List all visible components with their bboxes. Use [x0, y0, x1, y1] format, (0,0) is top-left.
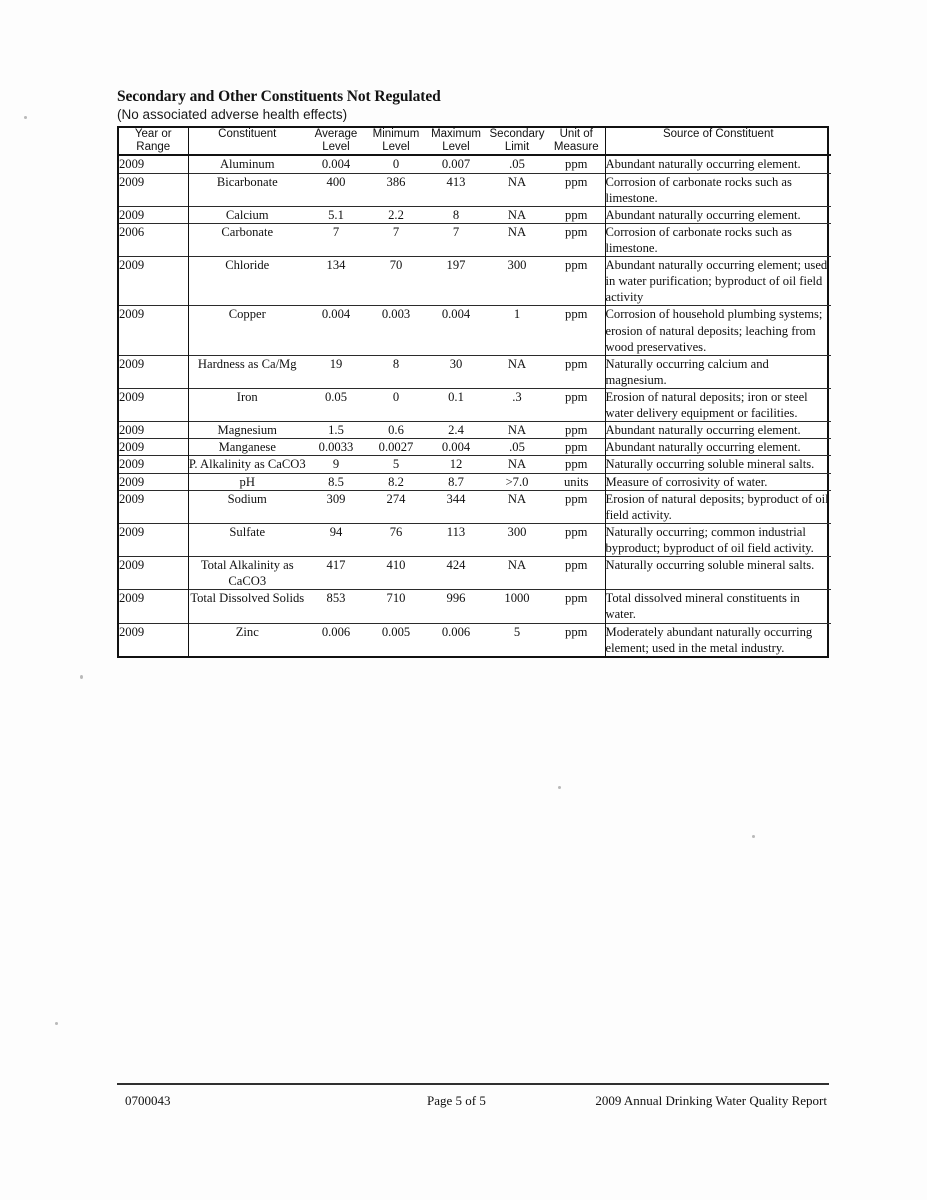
cell-unit-of-measure: units [564, 474, 589, 489]
cell-year: 2009 [119, 155, 188, 173]
cell-average-level: 9 [332, 457, 340, 472]
cell-year: 2009 [119, 557, 188, 590]
column-header-year-line1: Year or [134, 128, 172, 140]
cell-year: 2009 [119, 456, 188, 473]
cell-minimum-level: 274 [386, 491, 406, 506]
cell-minimum-level: 0 [392, 389, 400, 404]
table-row [119, 523, 831, 556]
column-header-minimum-line1: Minimum [372, 128, 420, 140]
column-header-average-line1: Average [314, 128, 358, 140]
cell-secondary-limit: NA [507, 491, 527, 506]
cell-maximum-level: 0.1 [448, 389, 464, 404]
table-row [119, 590, 831, 623]
cell-secondary-limit: NA [507, 558, 527, 573]
cell-source: Abundant naturally occurring element. [605, 206, 831, 223]
cell-secondary-limit: >7.0 [505, 474, 529, 489]
column-header-constituent [188, 128, 306, 155]
cell-constituent: Calcium [225, 207, 269, 222]
table-row [119, 422, 831, 439]
cell-constituent: Sulfate [229, 524, 266, 539]
cell-constituent: Carbonate [221, 224, 274, 239]
cell-minimum-level: 410 [386, 558, 406, 573]
cell-minimum-level: 386 [386, 174, 406, 189]
cell-constituent: P. Alkalinity as CaCO3 [188, 457, 306, 472]
cell-minimum-level: 76 [389, 524, 403, 539]
column-header-unit-line2: Measure [553, 141, 599, 154]
cell-minimum-level: 710 [386, 591, 406, 606]
cell-constituent: Bicarbonate [216, 174, 278, 189]
cell-year: 2009 [119, 355, 188, 388]
cell-maximum-level: 0.004 [441, 440, 471, 455]
column-header-unit-line1: Unit of [559, 128, 593, 140]
column-header-source-line1: Source of Constituent [662, 128, 774, 140]
page-subtitle: (No associated adverse health effects) [117, 106, 348, 122]
cell-year: 2009 [119, 173, 188, 206]
cell-secondary-limit: 1000 [504, 591, 530, 606]
cell-source: Abundant naturally occurring element. [605, 155, 831, 173]
cell-maximum-level: 996 [446, 591, 466, 606]
cell-minimum-level: 70 [389, 258, 403, 273]
cell-secondary-limit: NA [507, 174, 527, 189]
scan-artifact [80, 675, 83, 679]
cell-source: Erosion of natural deposits; iron or steel water delivery equipment or facilities. [605, 388, 831, 421]
cell-unit-of-measure: ppm [565, 457, 588, 472]
column-header-year-line2: Range [136, 141, 171, 154]
constituents-table-container [117, 126, 829, 658]
cell-year: 2009 [119, 306, 188, 355]
document-heading [117, 88, 837, 123]
cell-source: Erosion of natural deposits; byproduct of oil field activity. [605, 490, 831, 523]
cell-minimum-level: 5 [392, 457, 400, 472]
cell-constituent: Total Dissolved Solids [190, 591, 305, 606]
cell-average-level: 417 [326, 558, 346, 573]
cell-constituent: Hardness as Ca/Mg [197, 356, 297, 371]
table-body [119, 155, 831, 655]
cell-source: Naturally occurring soluble mineral salts. [605, 557, 831, 590]
cell-source: Corrosion of carbonate rocks such as limestone. [605, 223, 831, 256]
cell-year: 2009 [119, 439, 188, 456]
cell-unit-of-measure: ppm [565, 440, 588, 455]
cell-average-level: 0.004 [321, 157, 351, 172]
table-row [119, 473, 831, 490]
column-header-minimum-level [366, 128, 426, 155]
cell-unit-of-measure: ppm [565, 157, 588, 172]
cell-unit-of-measure: ppm [565, 591, 588, 606]
cell-average-level: 0.0033 [318, 440, 354, 455]
column-header-unit-of-measure [548, 128, 605, 155]
cell-year: 2009 [119, 523, 188, 556]
cell-unit-of-measure: ppm [565, 356, 588, 371]
cell-secondary-limit: 1 [513, 307, 521, 322]
cell-source: Abundant naturally occurring element. [605, 439, 831, 456]
table-row [119, 155, 831, 173]
cell-unit-of-measure: ppm [565, 174, 588, 189]
column-header-maximum-level [426, 128, 486, 155]
cell-constituent: Manganese [218, 440, 276, 455]
cell-maximum-level: 0.007 [441, 157, 471, 172]
cell-average-level: 5.1 [328, 207, 344, 222]
cell-unit-of-measure: ppm [565, 491, 588, 506]
table-header [119, 128, 831, 155]
column-header-constituent-line1: Constituent [218, 128, 277, 140]
cell-constituent: Zinc [235, 624, 259, 639]
cell-secondary-limit: NA [507, 224, 527, 239]
cell-maximum-level: 413 [446, 174, 466, 189]
cell-secondary-limit: .05 [509, 157, 525, 172]
cell-maximum-level: 424 [446, 558, 466, 573]
cell-source: Moderately abundant naturally occurring element; used in the metal industry. [605, 623, 831, 656]
cell-unit-of-measure: ppm [565, 207, 588, 222]
cell-secondary-limit: 5 [513, 624, 521, 639]
footer-document-number: 0700043 [125, 1093, 171, 1108]
cell-unit-of-measure: ppm [565, 389, 588, 404]
cell-constituent: Chloride [225, 258, 270, 273]
table-row [119, 257, 831, 306]
scan-artifact [55, 1022, 58, 1025]
cell-source: Corrosion of household plumbing systems; erosion of natural deposits; leaching from wood preservatives. [605, 306, 831, 355]
table-row [119, 206, 831, 223]
column-header-secondary-line1: Secondary [489, 128, 545, 140]
cell-year: 2006 [119, 223, 188, 256]
cell-minimum-level: 8 [392, 356, 400, 371]
cell-year: 2009 [119, 473, 188, 490]
cell-maximum-level: 0.006 [441, 624, 471, 639]
cell-maximum-level: 197 [446, 258, 466, 273]
column-header-average-level [306, 128, 366, 155]
cell-minimum-level: 0.0027 [378, 440, 414, 455]
cell-average-level: 1.5 [328, 423, 344, 438]
cell-average-level: 94 [329, 524, 343, 539]
cell-constituent: Sodium [227, 491, 267, 506]
cell-minimum-level: 7 [392, 224, 400, 239]
cell-year: 2009 [119, 257, 188, 306]
footer-page-number: Page 5 of 5 [427, 1093, 486, 1108]
constituents-table [119, 128, 831, 656]
cell-average-level: 0.004 [321, 307, 351, 322]
cell-unit-of-measure: ppm [565, 307, 588, 322]
cell-average-level: 8.5 [328, 474, 344, 489]
cell-source: Abundant naturally occurring element. [605, 422, 831, 439]
table-header-row [119, 128, 831, 155]
cell-year: 2009 [119, 490, 188, 523]
table-row [119, 456, 831, 473]
cell-constituent: pH [239, 474, 255, 489]
cell-minimum-level: 0.6 [388, 423, 404, 438]
cell-year: 2009 [119, 623, 188, 656]
cell-source: Total dissolved mineral constituents in water. [605, 590, 831, 623]
cell-average-level: 19 [329, 356, 343, 371]
cell-source: Naturally occurring calcium and magnesium. [605, 355, 831, 388]
cell-unit-of-measure: ppm [565, 258, 588, 273]
cell-average-level: 134 [326, 258, 346, 273]
cell-maximum-level: 12 [449, 457, 463, 472]
scan-artifact [24, 116, 27, 119]
cell-secondary-limit: 300 [507, 524, 527, 539]
cell-unit-of-measure: ppm [565, 524, 588, 539]
footer-report-title: 2009 Annual Drinking Water Quality Report [595, 1093, 827, 1108]
cell-year: 2009 [119, 422, 188, 439]
table-row [119, 439, 831, 456]
cell-constituent: Iron [236, 389, 258, 404]
column-header-average-line2: Level [322, 141, 350, 154]
cell-secondary-limit: NA [507, 423, 527, 438]
cell-source: Abundant naturally occurring element; used in water purification; byproduct of oil field activity [605, 257, 831, 306]
cell-average-level: 309 [326, 491, 346, 506]
cell-secondary-limit: NA [507, 457, 527, 472]
cell-secondary-limit: .05 [509, 440, 525, 455]
table-row [119, 355, 831, 388]
page-footer [117, 1090, 829, 1112]
cell-secondary-limit: .3 [512, 389, 522, 404]
table-row [119, 388, 831, 421]
cell-unit-of-measure: ppm [565, 224, 588, 239]
cell-secondary-limit: NA [507, 207, 527, 222]
footer-divider [117, 1083, 829, 1085]
column-header-maximum-line1: Maximum [431, 128, 481, 140]
table-row [119, 557, 831, 590]
cell-secondary-limit: NA [507, 356, 527, 371]
cell-year: 2009 [119, 388, 188, 421]
column-header-maximum-line2: Level [442, 141, 470, 154]
cell-average-level: 853 [326, 591, 346, 606]
scan-artifact [752, 835, 755, 838]
cell-minimum-level: 8.2 [388, 474, 404, 489]
cell-source: Corrosion of carbonate rocks such as limestone. [605, 173, 831, 206]
column-header-year [119, 128, 188, 155]
cell-secondary-limit: 300 [507, 258, 527, 273]
table-row [119, 173, 831, 206]
table-row [119, 490, 831, 523]
cell-maximum-level: 0.004 [441, 307, 471, 322]
cell-unit-of-measure: ppm [565, 624, 588, 639]
cell-maximum-level: 2.4 [448, 423, 464, 438]
scan-artifact [558, 786, 561, 789]
table-row [119, 306, 831, 355]
column-header-minimum-line2: Level [382, 141, 410, 154]
cell-source: Naturally occurring; common industrial byproduct; byproduct of oil field activity. [605, 523, 831, 556]
cell-maximum-level: 30 [449, 356, 463, 371]
cell-minimum-level: 0.005 [381, 624, 411, 639]
cell-maximum-level: 8 [452, 207, 460, 222]
cell-unit-of-measure: ppm [565, 558, 588, 573]
cell-year: 2009 [119, 206, 188, 223]
cell-constituent: Copper [228, 307, 266, 322]
table-row [119, 223, 831, 256]
cell-average-level: 0.05 [324, 389, 348, 404]
cell-average-level: 0.006 [321, 624, 351, 639]
cell-maximum-level: 344 [446, 491, 466, 506]
column-header-secondary-limit [486, 128, 548, 155]
cell-unit-of-measure: ppm [565, 423, 588, 438]
cell-constituent: Magnesium [217, 423, 277, 438]
cell-maximum-level: 113 [446, 524, 466, 539]
cell-average-level: 400 [326, 174, 346, 189]
cell-year: 2009 [119, 590, 188, 623]
page-title: Secondary and Other Constituents Not Regulated [117, 88, 441, 105]
cell-minimum-level: 0 [392, 157, 400, 172]
column-header-secondary-line2: Limit [504, 141, 530, 154]
cell-minimum-level: 0.003 [381, 307, 411, 322]
table-row [119, 623, 831, 656]
column-header-source [605, 128, 831, 155]
cell-minimum-level: 2.2 [388, 207, 404, 222]
cell-average-level: 7 [332, 224, 340, 239]
cell-maximum-level: 8.7 [448, 474, 464, 489]
cell-source: Naturally occurring soluble mineral salts. [605, 456, 831, 473]
cell-source: Measure of corrosivity of water. [605, 473, 831, 490]
cell-constituent: Aluminum [219, 157, 275, 172]
cell-maximum-level: 7 [452, 224, 460, 239]
cell-constituent: Total Alkalinity as CaCO3 [200, 558, 294, 589]
